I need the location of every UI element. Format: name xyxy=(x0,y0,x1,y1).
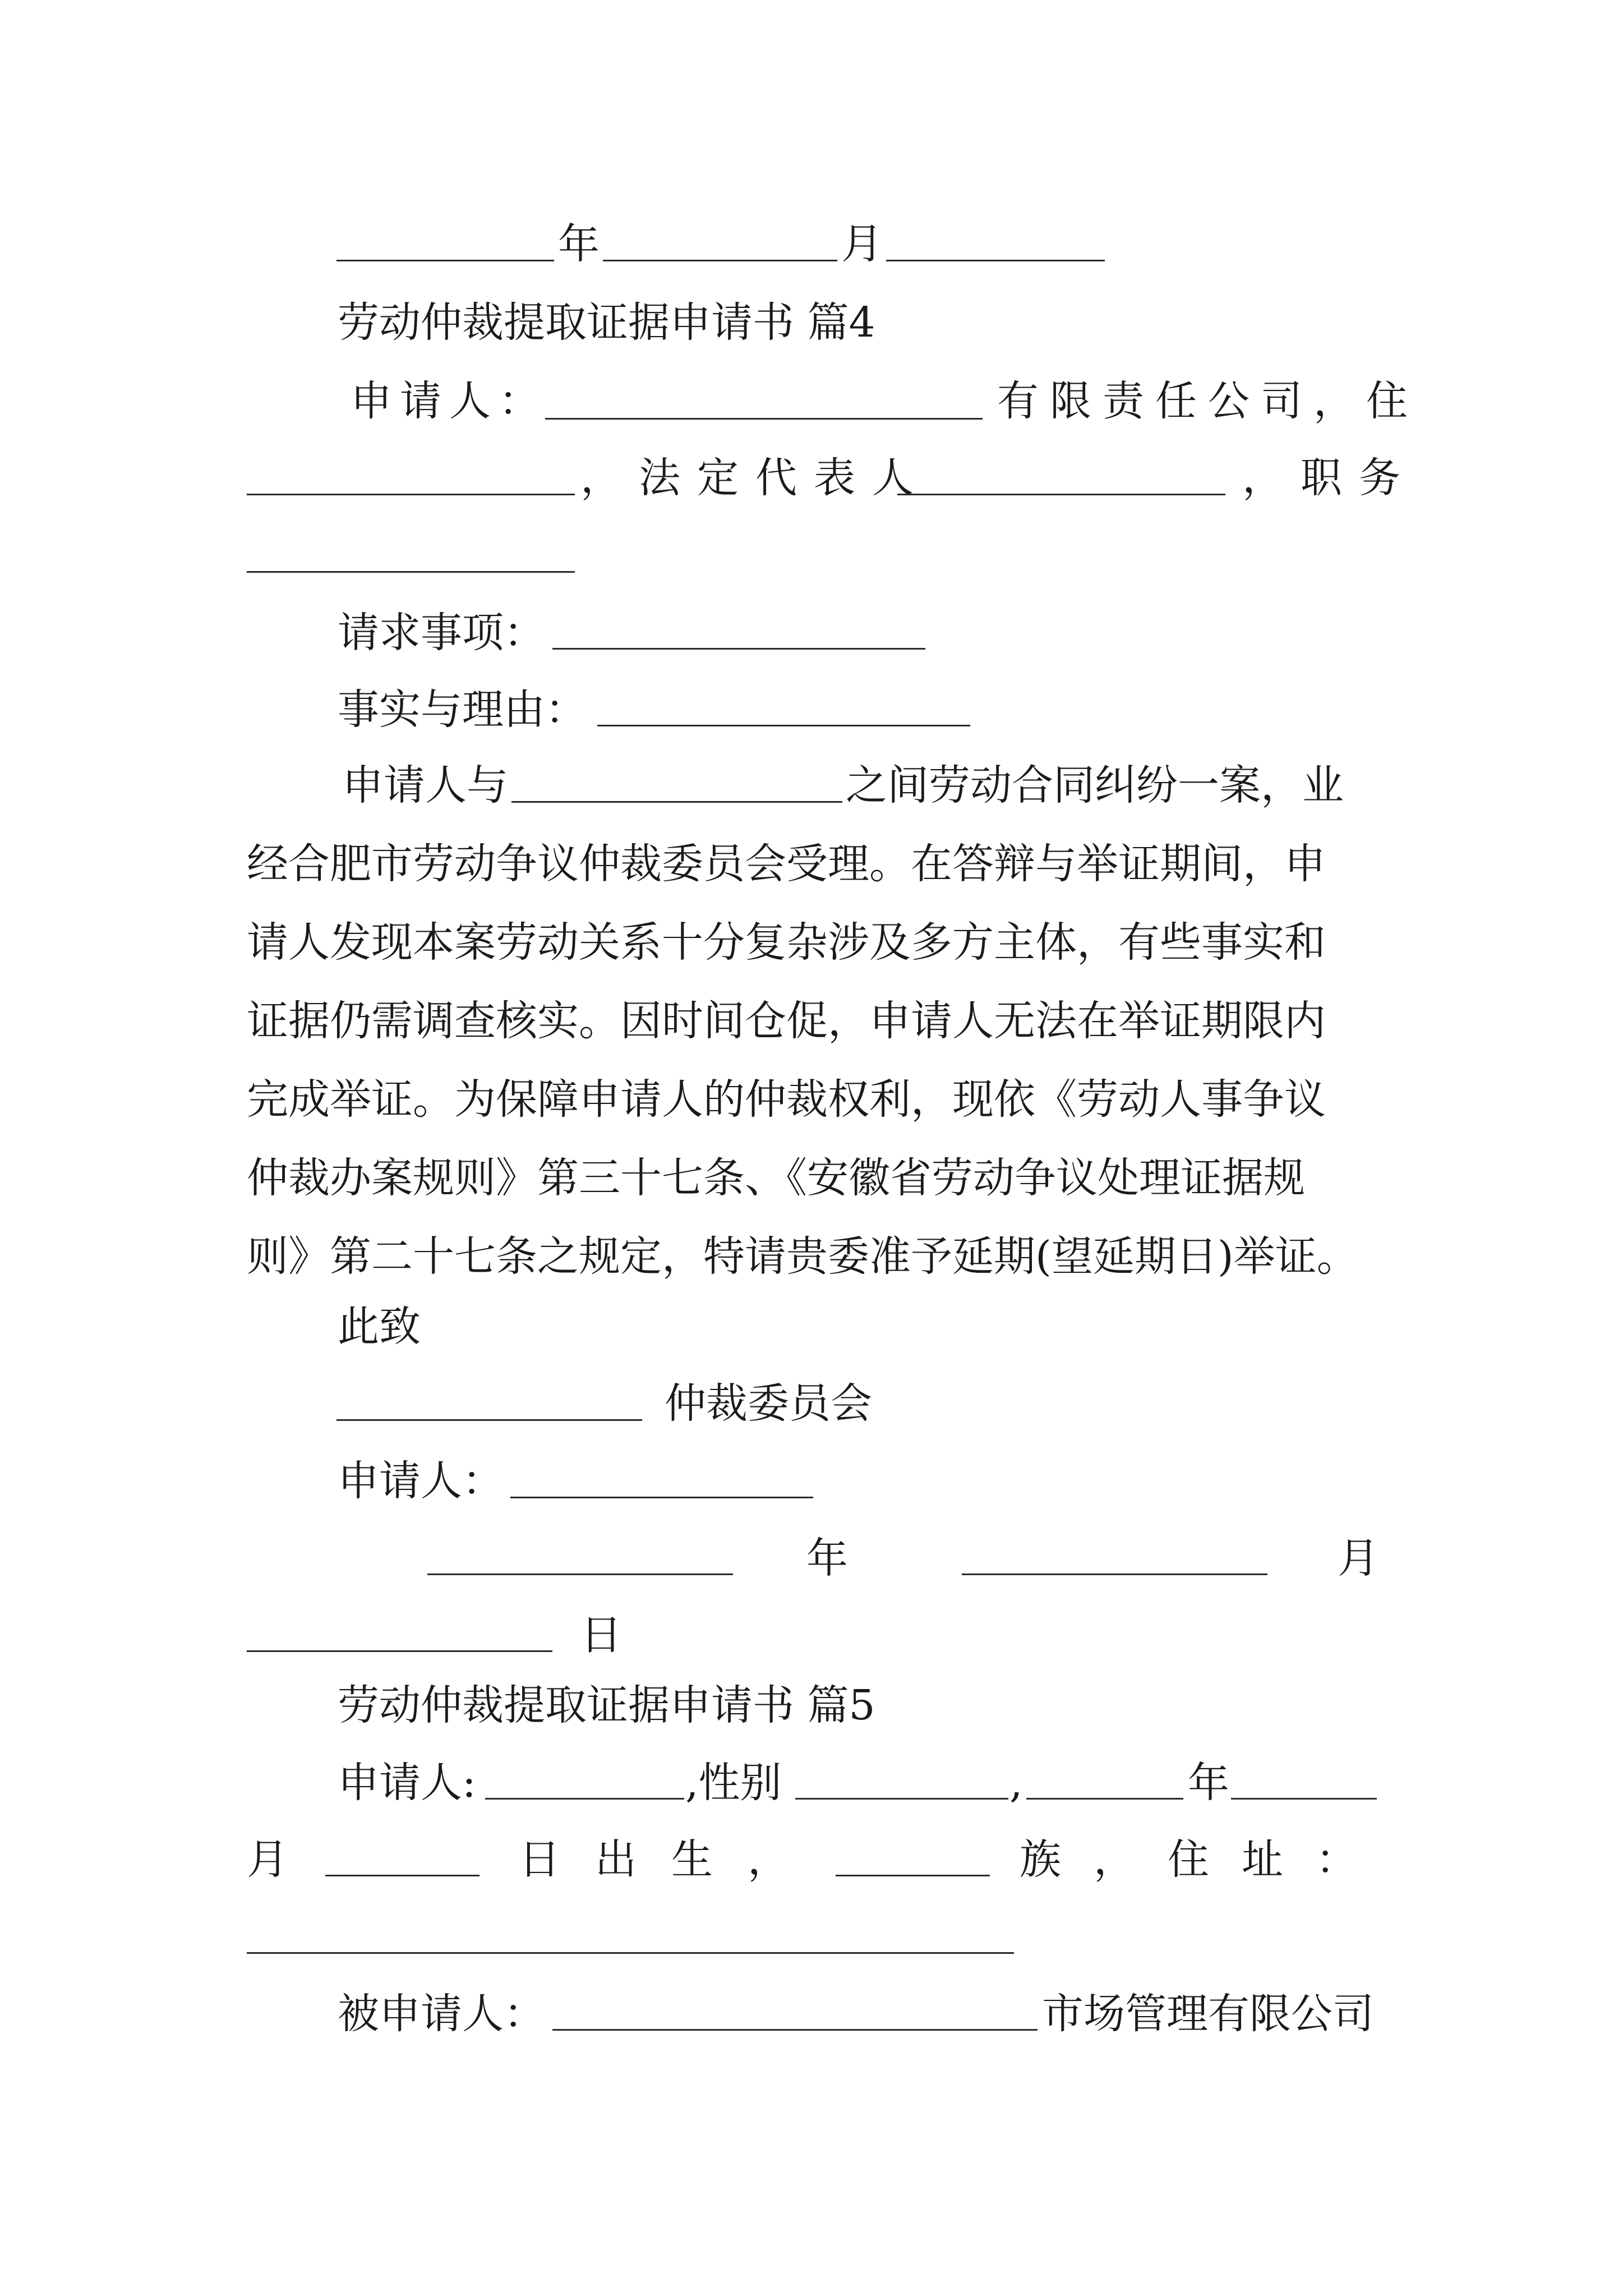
section5-heading: 劳动仲裁提取证据申请书 篇5 xyxy=(338,1681,875,1729)
respondent-suffix: 市场管理有限公司 xyxy=(1042,1990,1374,2038)
month-text: 月 xyxy=(841,220,883,268)
s5-year-blank xyxy=(1026,1798,1183,1800)
request-blank xyxy=(552,648,925,650)
para-line: 证据仍需调查核实。因时间仓促，申请人无法在举证期限内 xyxy=(247,997,1326,1045)
para-line1-rest: 之间劳动合同纠纷一案，业 xyxy=(846,761,1344,809)
date-month-blank xyxy=(962,1573,1267,1575)
para-line: 请人发现本案劳动关系十分复杂涉及多方主体，有些事实和 xyxy=(247,918,1326,967)
date-day-blank xyxy=(247,1650,552,1652)
applicant-label: 申请人： xyxy=(351,377,548,425)
company-suffix: 有限责任公司，住 xyxy=(997,377,1419,425)
s5-address-blank xyxy=(247,1952,1014,1954)
date-month: 月 xyxy=(1338,1534,1379,1582)
s5-month: 月 xyxy=(247,1835,288,1884)
s5-name-blank xyxy=(485,1798,684,1800)
s5-month-blank xyxy=(1231,1798,1377,1800)
s5-day-blank xyxy=(325,1875,479,1876)
salutation: 此致 xyxy=(338,1303,421,1351)
address-blank xyxy=(247,494,575,495)
s5-gender-blank xyxy=(795,1798,1008,1800)
para-line: 完成举证。为保障申请人的仲裁权利，现依《劳动人事争议 xyxy=(247,1075,1326,1124)
facts-blank xyxy=(597,725,970,726)
para-party-blank xyxy=(511,801,842,803)
para-line: 则》第二十七条之规定，特请贵委准予延期(望延期日)举证。 xyxy=(247,1232,1358,1281)
year-blank xyxy=(336,260,554,261)
s5-comma: , xyxy=(1009,1759,1023,1807)
day-blank xyxy=(886,260,1105,261)
applicant-name-blank xyxy=(545,418,983,420)
date-day: 日 xyxy=(580,1611,622,1659)
s5-year: 年 xyxy=(1188,1759,1229,1807)
section4-heading: 劳动仲裁提取证据申请书 篇4 xyxy=(338,298,875,347)
signature-blank xyxy=(510,1497,813,1498)
s5-ethnic: 族，住址： xyxy=(1020,1835,1390,1884)
legal-rep-blank xyxy=(897,494,1225,495)
date-year: 年 xyxy=(806,1534,848,1582)
signature-label: 申请人： xyxy=(338,1457,504,1505)
legal-rep-label: ，法定代表人 xyxy=(580,454,930,502)
s5-gender-label: ,性别 xyxy=(685,1759,782,1807)
committee-blank xyxy=(336,1419,642,1421)
para-line: 经合肥市劳动争议仲裁委员会受理。在答辩与举证期间，申 xyxy=(247,840,1326,888)
position-label: ，职务 xyxy=(1242,454,1417,502)
request-label: 请求事项： xyxy=(338,609,545,657)
para-start: 申请人与 xyxy=(342,761,508,809)
respondent-label: 被申请人： xyxy=(338,1990,545,2038)
s5-born: 日出生， xyxy=(519,1835,824,1884)
facts-label: 事实与理由： xyxy=(338,685,587,734)
committee-label: 仲裁委员会 xyxy=(665,1379,872,1428)
month-blank xyxy=(603,260,837,261)
date-year-blank xyxy=(427,1573,733,1575)
position-blank xyxy=(247,571,575,573)
s5-applicant-label: 申请人: xyxy=(338,1759,476,1807)
para-line: 仲裁办案规则》第三十七条、《安徽省劳动争议处理证据规 xyxy=(247,1154,1305,1202)
respondent-blank xyxy=(552,2029,1038,2031)
s5-ethnic-blank xyxy=(836,1875,990,1876)
year-text: 年 xyxy=(558,220,600,268)
